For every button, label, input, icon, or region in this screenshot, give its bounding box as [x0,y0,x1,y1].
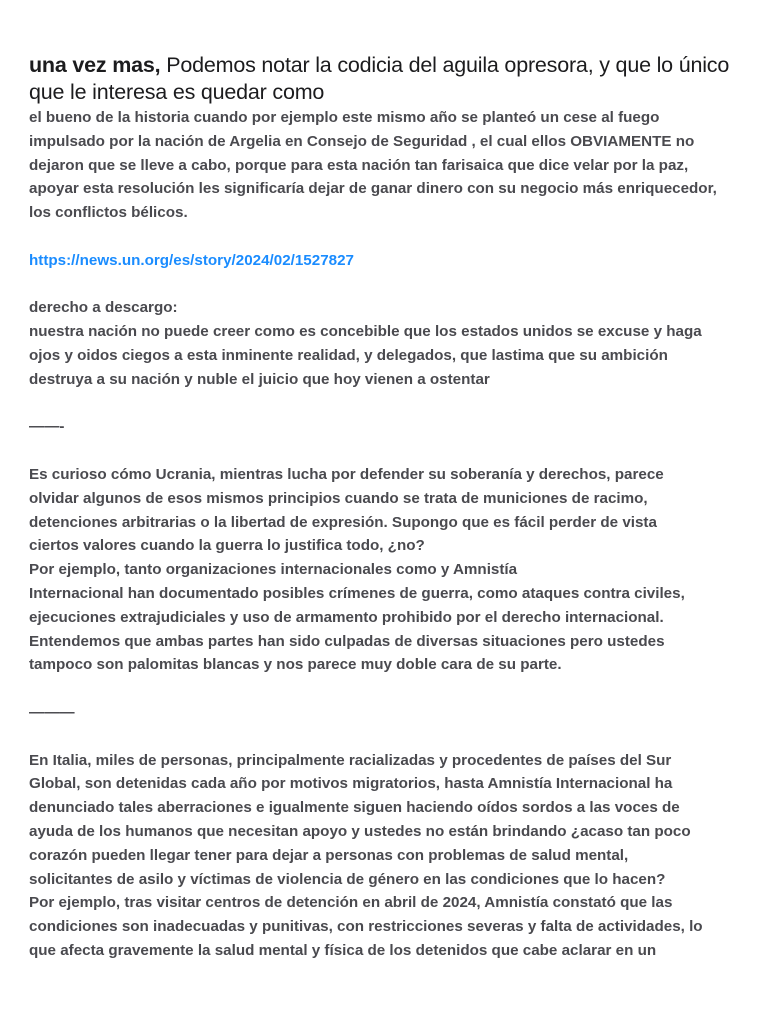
blank-line [29,273,741,297]
paragraph-line: los conflictos bélicos. [29,204,188,222]
paragraph-line: Global, son detenidas cada año por motivos migratorios, hasta Amnistía Internacional ha [29,775,673,793]
paragraph-line: detenciones arbitrarias o la libertad de expresión. Supongo que es fácil perder de vista [29,513,657,531]
section-2 [29,296,741,463]
section-3 [29,463,741,749]
paragraph-line: corazón pueden llegar tener para dejar a personas con problemas de salud mental, [29,846,629,864]
paragraph-line: ejecuciones extrajudiciales y uso de armamento prohibido por el derecho internacional. [29,608,664,626]
heading-rest: Podemos notar la codicia del aguila opresora, y que lo único que le interesa es quedar como [29,53,730,104]
paragraph-line: apoyar esta resolución les significaría dejar de ganar dinero con su negocio más enriquecedor, [29,180,717,198]
heading-lead: una vez mas, [29,53,161,77]
paragraph-line: dejaron que se lleve a cabo, porque para esta nación tan farisaica que dice velar por la paz, [29,156,689,174]
paragraph-line: que afecta gravemente la salud mental y física de los detenidos que cabe aclarar en un [29,941,657,959]
un-news-link[interactable]: https://news.un.org/es/story/2024/02/1527827 [29,251,354,269]
paragraph-line: Es curioso cómo Ucrania, mientras lucha por defender su soberanía y derechos, parece [29,465,664,483]
paragraph-line: Por ejemplo, tanto organizaciones internacionales como y Amnistía [29,561,518,579]
paragraph-line: impulsado por la nación de Argelia en Consejo de Seguridad , el cual ellos OBVIAMENTE no [29,132,695,150]
section-4 [29,749,741,963]
text-divider: ——— [29,703,75,721]
paragraph-line: ciertos valores cuando la guerra lo justifica todo, ¿no? [29,537,425,555]
paragraph-line: Por ejemplo, tras visitar centros de detención en abril de 2024, Amnistía constató que las [29,894,673,912]
paragraph-line: denunciado tales aberraciones e igualmente siguen haciendo oídos sordos a las voces de [29,799,680,817]
section-title: derecho a descargo: [29,299,178,317]
paragraph-line: olvidar algunos de esos mismos principios cuando se trata de municiones de racimo, [29,489,648,507]
paragraph-line: ojos y oidos ciegos a esta inminente realidad, y delegados, que lastima que su ambición [29,346,668,364]
paragraph-line: solicitantes de asilo y víctimas de violencia de género en las condiciones que lo hacen? [29,870,666,888]
text-divider: ——- [29,418,65,436]
paragraph-line: Internacional han documentado posibles crímenes de guerra, como ataques contra civiles, [29,584,685,602]
paragraph-line: destruya a su nación y nuble el juicio que hoy vienen a ostentar [29,370,490,388]
paragraph-line: tampoco son palomitas blancas y nos parece muy doble cara de su parte. [29,656,562,674]
blank-line [29,677,741,701]
blank-line [29,725,741,749]
paragraph-line: Entendemos que ambas partes han sido culpadas de diversas situaciones pero ustedes [29,632,665,650]
section-1 [29,106,741,296]
note-document [29,52,741,963]
blank-line [29,439,741,463]
note-heading [29,52,741,106]
paragraph-line: ayuda de los humanos que necesitan apoyo y ustedes no están brindando ¿acaso tan poco [29,822,691,840]
blank-line [29,392,741,416]
paragraph-line: condiciones son inadecuadas y punitivas, con restricciones severas y falta de actividades, lo [29,918,703,936]
paragraph-line: nuestra nación no puede creer como es concebible que los estados unidos se excuse y haga [29,323,702,341]
paragraph-line: el bueno de la historia cuando por ejemplo este mismo año se planteó un cese al fuego [29,109,660,126]
blank-line [29,225,741,249]
paragraph-line: En Italia, miles de personas, principalmente racializadas y procedentes de países del Sur [29,751,672,769]
